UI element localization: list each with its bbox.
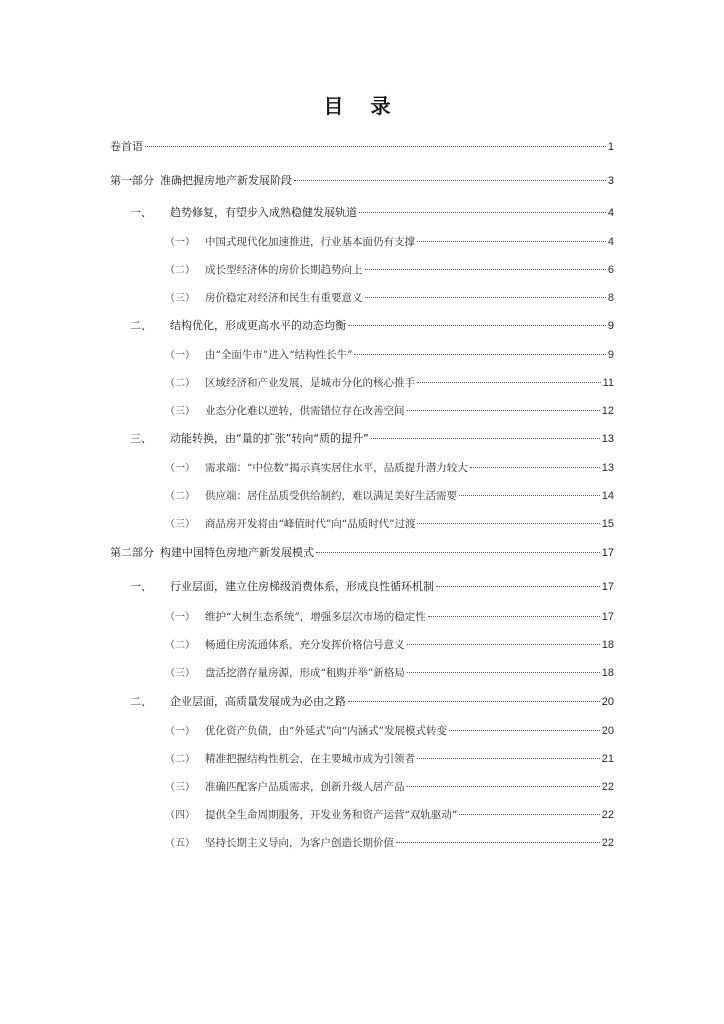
toc-entry-page: 4 xyxy=(607,236,614,248)
toc-entry-page: 8 xyxy=(607,292,614,304)
leader-dots xyxy=(417,382,601,383)
toc-entry-number: （一） xyxy=(165,237,195,248)
leader-dots xyxy=(365,297,606,298)
leader-dots xyxy=(428,616,600,617)
toc-entry-number: 一、 xyxy=(130,206,152,219)
toc-entry[interactable] xyxy=(165,636,614,654)
toc-entry-title: 行业层面，建立住房梯级消费体系，形成良性循环机制 xyxy=(170,580,434,593)
toc-entry-page: 13 xyxy=(601,433,614,445)
toc-entry-title: 精准把握结构性机会，在主要城市成为引领者 xyxy=(205,753,415,765)
toc-entry-number: （三） xyxy=(165,519,195,530)
leader-dots xyxy=(365,269,606,270)
toc-entry-number: （三） xyxy=(165,293,195,304)
toc-entry[interactable] xyxy=(130,204,614,222)
leader-dots xyxy=(348,325,606,326)
toc-entry-title: 准确把握房地产新发展阶段 xyxy=(160,174,292,187)
toc-entry-page: 17 xyxy=(601,611,614,623)
toc-entry-title: 动能转换，由“量的扩张”转向“质的提升” xyxy=(170,432,369,445)
toc-entry-page: 6 xyxy=(607,264,614,276)
toc-entry-page: 22 xyxy=(601,809,614,821)
toc-entry[interactable] xyxy=(110,138,614,156)
toc-entry[interactable] xyxy=(165,664,614,682)
toc-entry-page: 4 xyxy=(607,207,614,219)
toc-entry-number: （一） xyxy=(165,612,195,623)
toc-entry[interactable] xyxy=(110,544,614,562)
toc-entry-page: 17 xyxy=(601,581,614,593)
toc-entry-number: （二） xyxy=(165,378,195,389)
leader-dots xyxy=(470,467,600,468)
toc-entry[interactable] xyxy=(130,578,614,596)
toc-entry-title: 业态分化难以逆转，供需错位存在改善空间 xyxy=(205,405,405,417)
toc-entry[interactable] xyxy=(165,608,614,626)
page-title: 目 录 xyxy=(323,94,401,118)
toc-entry-number: （一） xyxy=(165,463,195,474)
toc-entry-title: 企业层面，高质量发展成为必由之路 xyxy=(170,695,346,708)
toc-entry[interactable] xyxy=(165,261,614,279)
toc-entry-page: 21 xyxy=(601,753,614,765)
leader-dots xyxy=(294,180,606,181)
toc-entry-title: 构建中国特色房地产新发展模式 xyxy=(160,546,314,559)
leader-dots xyxy=(407,786,600,787)
toc-entry-page: 18 xyxy=(601,667,614,679)
toc-entry[interactable] xyxy=(165,402,614,420)
toc-entry-page: 22 xyxy=(601,781,614,793)
toc-entry-number: （一） xyxy=(165,726,195,737)
toc-entry-title: 优化资产负债，由“外延式”向“内涵式”发展模式转变 xyxy=(205,725,447,737)
toc-entry-page: 3 xyxy=(607,175,614,187)
leader-dots xyxy=(449,730,600,731)
toc-entry-number: 三、 xyxy=(130,432,152,445)
leader-dots xyxy=(145,146,606,147)
toc-entry-page: 15 xyxy=(601,518,614,530)
toc-entry-page: 17 xyxy=(601,547,614,559)
toc-entry-number: （二） xyxy=(165,640,195,651)
leader-dots xyxy=(359,212,606,213)
toc-entry-title: 结构优化，形成更高水平的动态均衡 xyxy=(170,319,346,332)
leader-dots xyxy=(407,410,600,411)
toc-entry-number: （三） xyxy=(165,668,195,679)
toc-entry-title: 供应端：居住品质受供给制约，难以满足美好生活需要 xyxy=(205,490,457,502)
toc-entry[interactable] xyxy=(165,233,614,251)
toc-entry-title: 房价稳定对经济和民生有重要意义 xyxy=(205,292,363,304)
leader-dots xyxy=(417,241,606,242)
toc-entry-title: 中国式现代化加速推进，行业基本面仍有支撑 xyxy=(205,236,415,248)
toc-entry[interactable] xyxy=(165,834,614,852)
toc-entry-page: 22 xyxy=(601,837,614,849)
toc-entry-number: （五） xyxy=(165,838,195,849)
toc-entry[interactable] xyxy=(130,693,614,711)
toc-entry-page: 9 xyxy=(607,320,614,332)
leader-dots xyxy=(396,842,600,843)
toc-entry-title: 准确匹配客户品质需求，创新升级人居产品 xyxy=(205,781,405,793)
toc-entry-page: 9 xyxy=(607,349,614,361)
leader-dots xyxy=(354,354,605,355)
toc-entry[interactable] xyxy=(165,778,614,796)
toc-entry[interactable] xyxy=(165,459,614,477)
toc-entry-page: 12 xyxy=(601,405,614,417)
toc-entry[interactable] xyxy=(165,806,614,824)
toc-entry[interactable] xyxy=(165,515,614,533)
toc-entry-title: 盘活挖潜存量房源，形成“租购并举”新格局 xyxy=(205,667,405,679)
toc-entry-page: 20 xyxy=(601,725,614,737)
toc-entry[interactable] xyxy=(110,172,614,190)
toc-entry-title: 成长型经济体的房价长期趋势向上 xyxy=(205,264,363,276)
toc-entry-number: （二） xyxy=(165,754,195,765)
leader-dots xyxy=(459,814,600,815)
toc-entry[interactable] xyxy=(165,487,614,505)
leader-dots xyxy=(436,586,600,587)
toc-entry[interactable] xyxy=(130,317,614,335)
toc-entry-page: 11 xyxy=(602,377,614,389)
toc-entry-title: 区域经济和产业发展，是城市分化的核心推手 xyxy=(205,377,415,389)
toc-entry-title: 由“全面牛市”进入“结构性长牛” xyxy=(205,349,353,361)
toc-entry[interactable] xyxy=(165,289,614,307)
toc-entry-page: 18 xyxy=(601,639,614,651)
toc-entry[interactable] xyxy=(165,374,614,392)
toc-entry-number: 一、 xyxy=(130,580,152,593)
toc-entry-title: 提供全生命周期服务，开发业务和资产运营“双轨驱动” xyxy=(205,809,458,821)
toc-entry[interactable] xyxy=(165,722,614,740)
toc-entry[interactable] xyxy=(165,346,614,364)
leader-dots xyxy=(407,672,600,673)
toc-entry-number: （一） xyxy=(165,350,195,361)
toc-entry-number: （二） xyxy=(165,491,195,502)
toc-entry-title: 卷首语 xyxy=(110,140,143,153)
leader-dots xyxy=(459,495,600,496)
toc-entry-page: 1 xyxy=(607,141,614,153)
toc-entry-number: （二） xyxy=(165,265,195,276)
leader-dots xyxy=(417,758,600,759)
toc-entry-title: 需求端：“中位数”揭示真实居住水平，品质提升潜力较大 xyxy=(205,462,468,474)
toc-entry-title: 商品房开发将由“峰值时代”向“品质时代”过渡 xyxy=(205,518,416,530)
toc-entry-title: 维护“大树生态系统”，增强多层次市场的稳定性 xyxy=(205,611,426,623)
toc-entry-title: 趋势修复，有望步入成熟稳健发展轨道 xyxy=(170,206,357,219)
toc-entry-page: 13 xyxy=(601,462,614,474)
toc-entry-page: 14 xyxy=(601,490,614,502)
leader-dots xyxy=(316,552,600,553)
toc-entry-part: 第二部分 xyxy=(110,546,154,559)
toc-entry-number: （三） xyxy=(165,406,195,417)
toc-entry[interactable] xyxy=(130,430,614,448)
toc-entry-number: 二、 xyxy=(130,319,152,332)
leader-dots xyxy=(371,438,600,439)
toc-entry-part: 第一部分 xyxy=(110,174,154,187)
toc-entry-title: 畅通住房流通体系，充分发挥价格信号意义 xyxy=(205,639,405,651)
toc-entry-page: 20 xyxy=(601,696,614,708)
toc-entry[interactable] xyxy=(165,750,614,768)
leader-dots xyxy=(407,644,600,645)
leader-dots xyxy=(417,523,599,524)
toc-entry-number: 二、 xyxy=(130,695,152,708)
toc-entry-number: （四） xyxy=(165,810,195,821)
toc-entry-title: 坚持长期主义导向，为客户创造长期价值 xyxy=(205,837,394,849)
toc-entry-number: （三） xyxy=(165,782,195,793)
leader-dots xyxy=(348,701,600,702)
